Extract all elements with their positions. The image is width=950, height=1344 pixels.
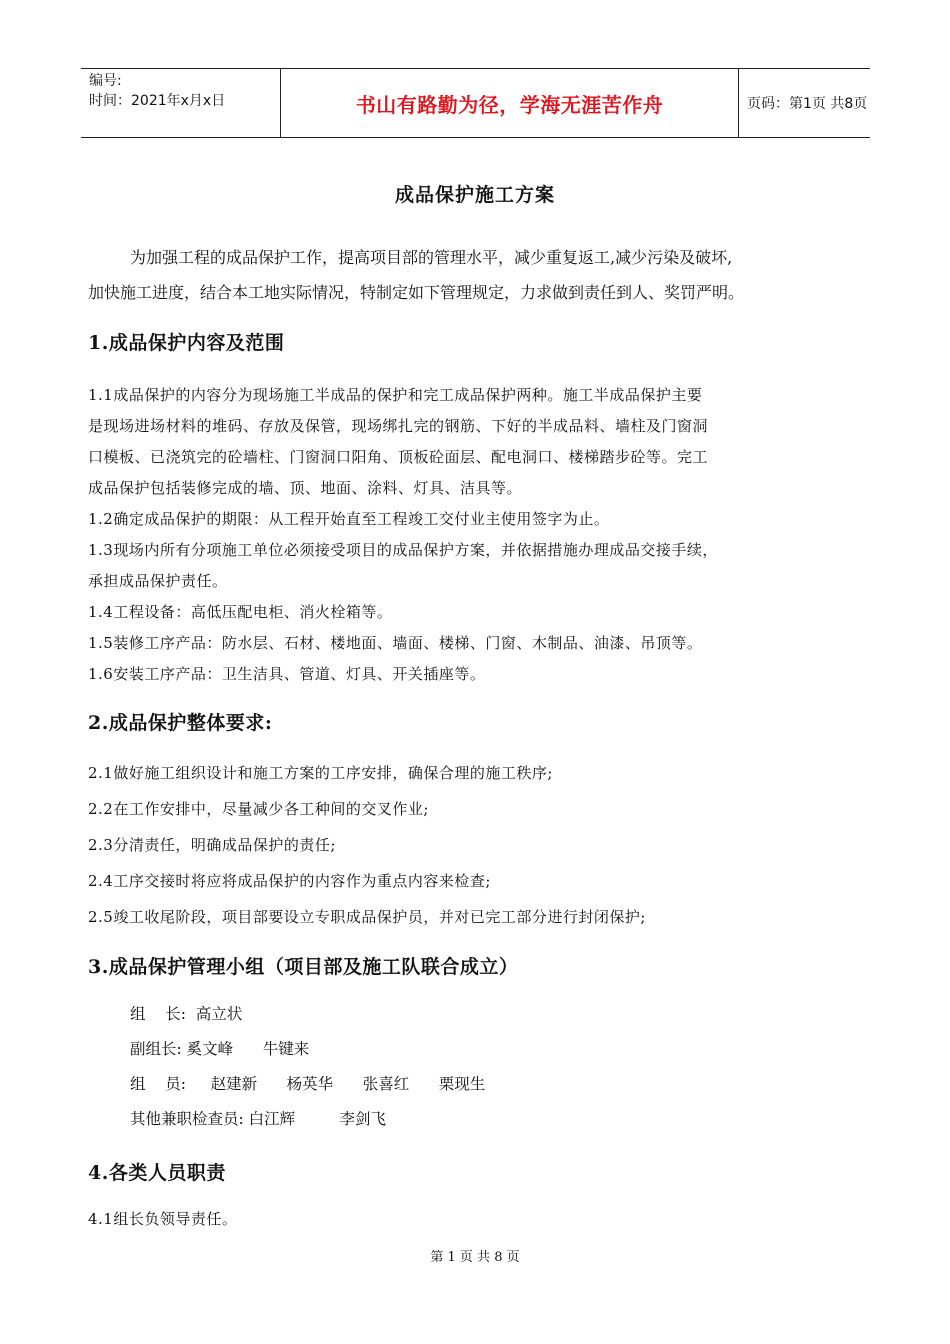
team-member-row: 组 长: 高立状 bbox=[130, 1005, 243, 1023]
section-3-heading: 3.成品保护管理小组（项目部及施工队联合成立） bbox=[88, 956, 519, 978]
paragraph-line: 成品保护包括装修完成的墙、顶、地面、涂料、灯具、洁具等。 bbox=[88, 479, 523, 497]
paragraph-line: 4.1组长负领导责任。 bbox=[88, 1210, 238, 1228]
paragraph-line: 承担成品保护责任。 bbox=[88, 572, 228, 590]
header-motto: 书山有路勤为径，学海无涯苦作舟 bbox=[280, 69, 739, 137]
team-member-row: 组 员: 赵建新 杨英华 张喜红 栗现生 bbox=[130, 1075, 486, 1093]
section-1-body bbox=[88, 380, 868, 690]
paragraph-line: 1.6安装工序产品：卫生洁具、管道、灯具、开关插座等。 bbox=[88, 665, 486, 683]
section-2-heading: 2.成品保护整体要求: bbox=[88, 712, 273, 734]
paragraph-line: 2.2在工作安排中，尽量减少各工种间的交叉作业; bbox=[88, 800, 429, 818]
paragraph-line: 1.4工程设备：高低压配电柜、消火栓箱等。 bbox=[88, 603, 393, 621]
intro-line: 加快施工进度，结合本工地实际情况，特制定如下管理规定，力求做到责任到人、奖罚严明。 bbox=[88, 283, 745, 302]
number-label: 编号: bbox=[89, 73, 122, 89]
section-2-body bbox=[88, 755, 868, 935]
intro-paragraph bbox=[88, 240, 873, 310]
section-4-heading: 4.各类人员职责 bbox=[88, 1162, 226, 1184]
page-footer: 第 1 页 共 8 页 bbox=[430, 1250, 520, 1265]
team-member-list bbox=[130, 997, 485, 1137]
section-1-heading: 1.成品保护内容及范围 bbox=[88, 332, 285, 354]
document-header bbox=[81, 68, 870, 138]
paragraph-line: 1.3现场内所有分项施工单位必须接受项目的成品保护方案，并依据措施办理成品交接手续， bbox=[88, 541, 718, 559]
paragraph-line: 2.5竣工收尾阶段，项目部要设立专职成品保护员，并对已完工部分进行封闭保护; bbox=[88, 908, 646, 926]
date-label: 时间：2021年x月x日 bbox=[89, 93, 226, 109]
section-4-body bbox=[88, 1204, 868, 1235]
team-member-row: 副组长: 奚文峰 牛键来 bbox=[130, 1040, 310, 1058]
paragraph-line: 口模板、已浇筑完的砼墙柱、门窗洞口阳角、顶板砼面层、配电洞口、楼梯踏步砼等。完工 bbox=[88, 448, 709, 466]
paragraph-line: 是现场进场材料的堆码、存放及保管，现场绑扎完的钢筋、下好的半成品料、墙柱及门窗洞 bbox=[88, 417, 709, 435]
paragraph-line: 1.2确定成品保护的期限：从工程开始直至工程竣工交付业主使用签字为止。 bbox=[88, 510, 610, 528]
paragraph-line: 2.4工序交接时将应将成品保护的内容作为重点内容来检查; bbox=[88, 872, 491, 890]
paragraph-line: 2.3分清责任，明确成品保护的责任; bbox=[88, 836, 336, 854]
team-member-row: 其他兼职检查员: 白江辉 李剑飞 bbox=[130, 1110, 386, 1128]
intro-line: 为加强工程的成品保护工作，提高项目部的管理水平，减少重复返工,减少污染及破坏, bbox=[130, 248, 733, 267]
paragraph-line: 1.1成品保护的内容分为现场施工半成品的保护和完工成品保护两种。施工半成品保护主要 bbox=[88, 386, 703, 404]
page-title: 成品保护施工方案 bbox=[394, 184, 555, 206]
paragraph-line: 1.5装修工序产品：防水层、石材、楼地面、墙面、楼梯、门窗、木制品、油漆、吊顶等。 bbox=[88, 634, 703, 652]
paragraph-line: 2.1做好施工组织设计和施工方案的工序安排，确保合理的施工秩序; bbox=[88, 764, 553, 782]
header-meta bbox=[81, 69, 280, 137]
header-page-label: 页码：第1页 共8页 bbox=[747, 96, 868, 112]
